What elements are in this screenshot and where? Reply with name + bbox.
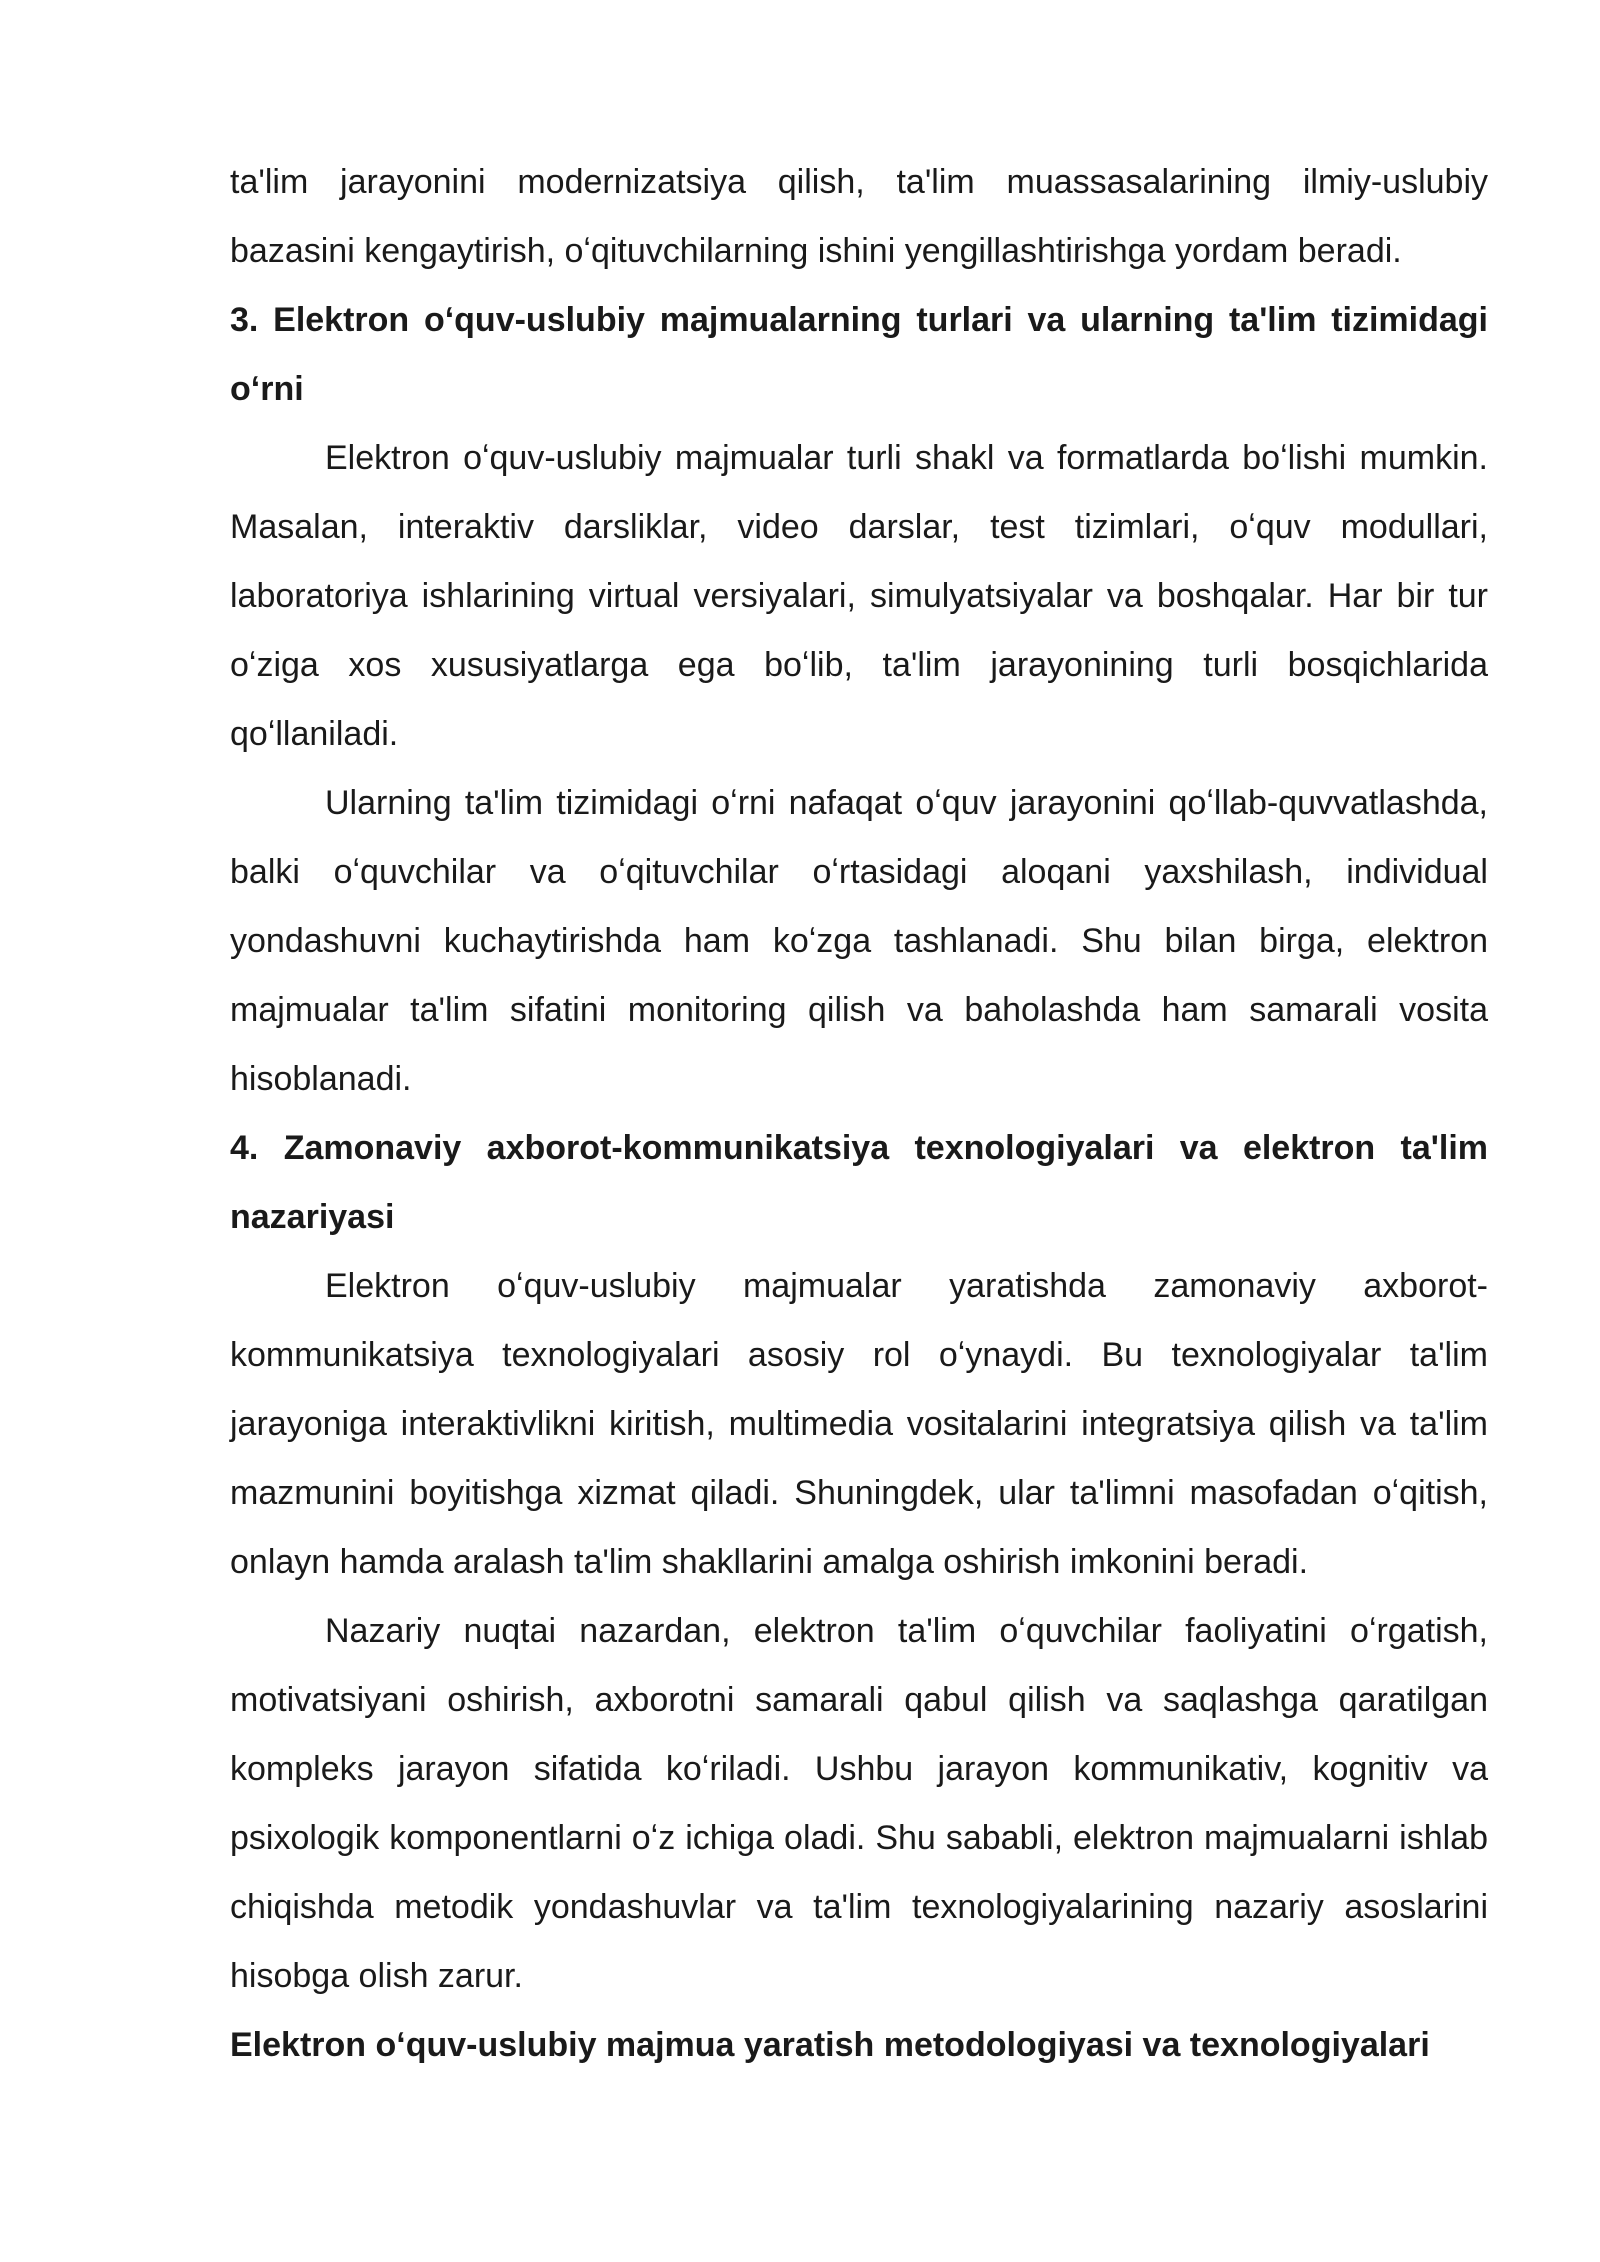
section-heading-3: 3. Elektron oʻquv-uslubiy majmualarning turlari va ularning ta'lim tizimidagi oʻrni [230,301,1488,408]
paragraph-intro-continuation: ta'lim jarayonini modernizatsiya qilish, ta'lim muassasalarining ilmiy-uslubiy bazasini kengaytirish, oʻqituvchilarning ishini yengillashtirishga yordam beradi. [230,163,1488,270]
paragraph-types: Elektron oʻquv-uslubiy majmualar turli shakl va formatlarda boʻlishi mumkin. Masalan, interaktiv darsliklar, video darslar, test tizimlari, oʻquv modullari, laboratoriya ishlarining virtual versiyalari, simulyatsiyalar va boshqalar. Har bir tur oʻziga xos xususiyatlarga ega boʻlib, ta'lim jarayonining turli bosqichlarida qoʻllaniladi. [230,439,1488,753]
paragraph-role: Ularning ta'lim tizimidagi oʻrni nafaqat oʻquv jarayonini qoʻllab-quvvatlashda, balki oʻquvchilar va oʻqituvchilar oʻrtasidagi aloqani yaxshilash, individual yondashuvni kuchaytirishda ham koʻzga tashlanadi. Shu bilan birga, elektron majmualar ta'lim sifatini monitoring qilish va baholashda ham samarali vosita hisoblanadi. [230,784,1488,1098]
paragraph-theory: Nazariy nuqtai nazardan, elektron ta'lim oʻquvchilar faoliyatini oʻrgatish, motivatsiyani oshirish, axborotni samarali qabul qilish va saqlashga qaratilgan kompleks jarayon sifatida koʻriladi. Ushbu jarayon kommunikativ, kognitiv va psixologik komponentlarni oʻz ichiga oladi. Shu sababli, elektron majmualarni ishlab chiqishda metodik yondashuvlar va ta'lim texnologiyalarining nazariy asoslarini hisobga olish zarur. [230,1612,1488,1995]
paragraph-ict: Elektron oʻquv-uslubiy majmualar yaratishda zamonaviy axborot-kommunikatsiya texnologiyalari asosiy rol oʻynaydi. Bu texnologiyalar ta'lim jarayoniga interaktivlikni kiritish, multimedia vositalarini integratsiya qilish va ta'lim mazmunini boyitishga xizmat qiladi. Shuningdek, ular ta'limni masofadan oʻqitish, onlayn hamda aralash ta'lim shakllarini amalga oshirish imkonini beradi. [230,1267,1488,1581]
section-heading-methodology: Elektron oʻquv-uslubiy majmua yaratish metodologiyasi va texnologiyalari [230,2026,1430,2064]
document-page [230,148,1488,2080]
section-heading-4: 4. Zamonaviy axborot-kommunikatsiya texnologiyalari va elektron ta'lim nazariyasi [230,1129,1488,1236]
